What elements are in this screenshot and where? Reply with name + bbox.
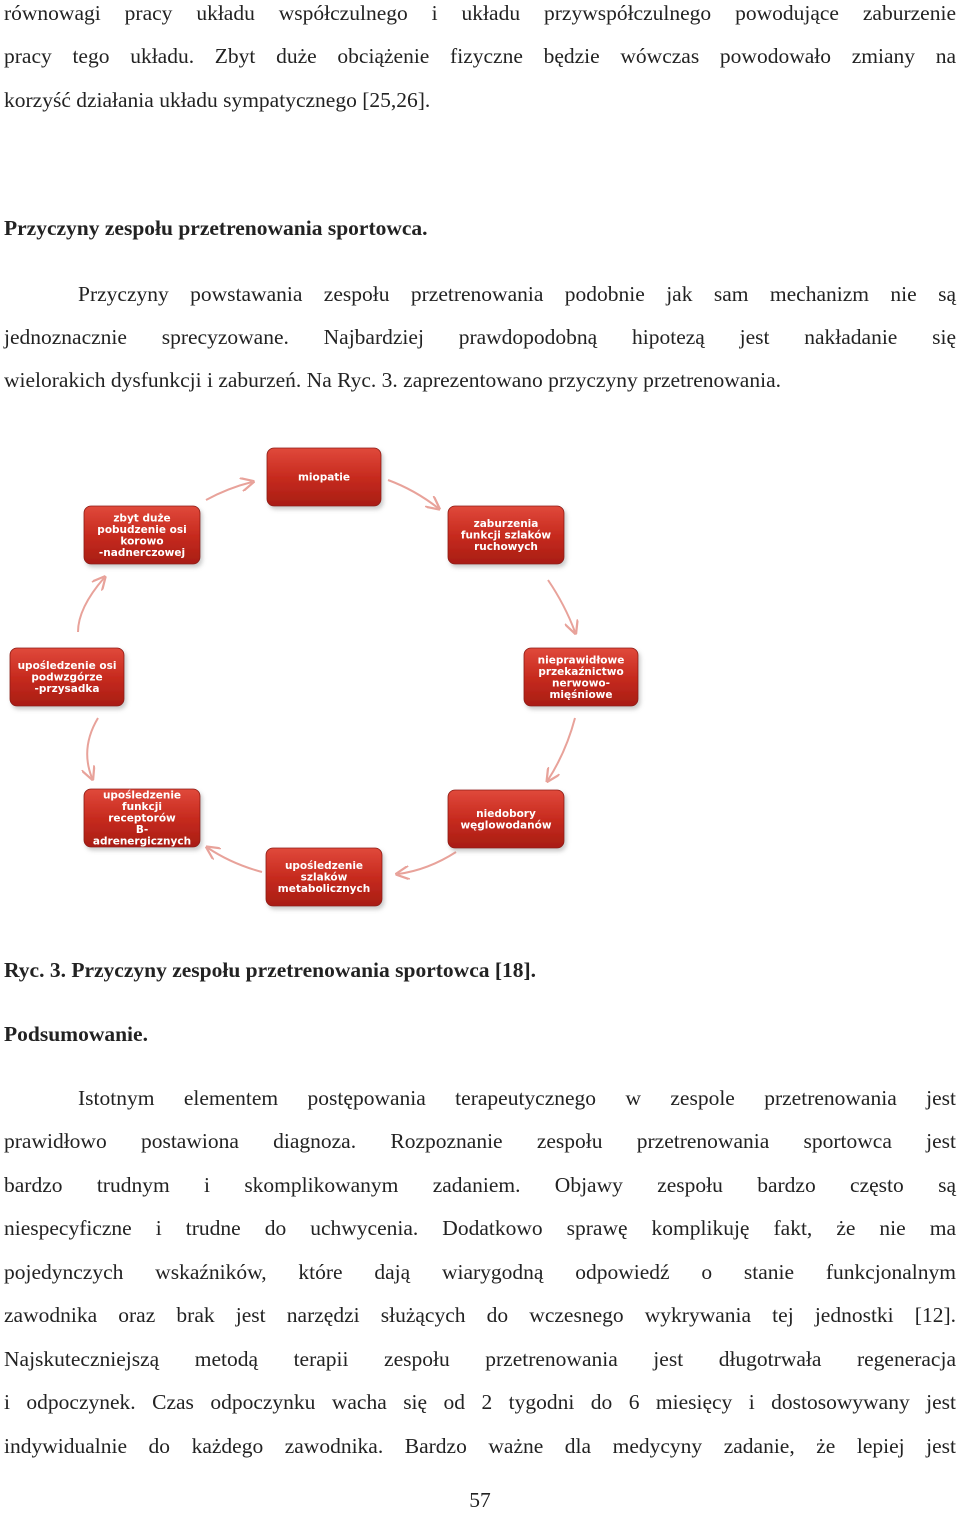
cycle-node-label: zaburzenia bbox=[473, 518, 539, 530]
cycle-node-label: miopatie bbox=[297, 471, 351, 484]
cycle-node bbox=[84, 506, 200, 564]
causes-cycle-diagram bbox=[0, 440, 960, 920]
paragraph-line: jednoznacznie sprecyzowane. Najbardziej prawdopodobną hipotezą jest nakładanie się bbox=[4, 325, 956, 349]
paragraph-line: bardzo trudnym i skomplikowanym zadaniem. Objawy zespołu bardzo często są bbox=[4, 1173, 956, 1197]
cycle-node-label: -przysadka bbox=[34, 683, 100, 695]
cycle-node-label: upośledzenie bbox=[284, 860, 364, 872]
cycle-node-label: mięśniowe bbox=[549, 688, 613, 701]
cycle-node-label: nerwowo- bbox=[552, 677, 610, 690]
cycle-node-label: funkcji bbox=[122, 801, 162, 813]
cycle-node-label: upośledzenie bbox=[102, 789, 182, 802]
cycle-node-label: adrenergicznych bbox=[92, 835, 192, 848]
cycle-arrow bbox=[548, 580, 575, 632]
paragraph-line: pracy tego układu. Zbyt duże obciążenie fizyczne będzie wówczas powodowało zmiany na bbox=[4, 44, 956, 68]
cycle-node bbox=[448, 506, 564, 564]
paragraph-line: prawidłowo postawiona diagnoza. Rozpoznanie zespołu przetrenowania sportowca jest bbox=[4, 1129, 956, 1153]
cycle-node bbox=[524, 648, 638, 706]
cycle-arrow bbox=[87, 718, 98, 778]
paragraph-line: Przyczyny powstawania zespołu przetrenowania podobnie jak sam mechanizm nie są bbox=[78, 282, 956, 306]
paragraph-line: niespecyficzne i trudne do uchwycenia. Dodatkowo sprawę komplikuję fakt, że nie ma bbox=[4, 1216, 956, 1240]
page-number: 57 bbox=[469, 1488, 491, 1512]
cycle-arrow bbox=[208, 848, 262, 872]
cycle-node-label: korowo bbox=[120, 535, 164, 548]
paragraph-line: i odpoczynek. Czas odpoczynku wacha się od 2 tygodni do 6 miesięcy i dostosowywany jest bbox=[4, 1390, 956, 1414]
cycle-node-label: metabolicznych bbox=[277, 883, 371, 895]
cycle-node bbox=[267, 448, 381, 506]
cycle-node-label: pobudzenie osi bbox=[97, 523, 187, 536]
cycle-arrow bbox=[548, 718, 575, 780]
cycle-arrow bbox=[78, 578, 104, 632]
paragraph-line: korzyść działania układu sympatycznego [25,26]. bbox=[4, 88, 431, 112]
paragraph-line: pojedynczych wskaźników, które dają wiarygodną odpowiedź o stanie funkcjonalnym bbox=[4, 1260, 956, 1284]
paragraph-line: zawodnika oraz brak jest narzędzi służących do wczesnego wykrywania tej jednostki [12]. bbox=[4, 1303, 956, 1327]
paragraph-line: Najskuteczniejszą metodą terapii zespołu przetrenowania jest długotrwała regeneracja bbox=[4, 1347, 956, 1371]
cycle-arrow bbox=[206, 482, 252, 500]
paragraph-line: Istotnym elementem postępowania terapeutycznego w zespole przetrenowania jest bbox=[78, 1086, 956, 1110]
cycle-node-label: funkcji szlaków bbox=[460, 529, 552, 542]
cycle-nodes bbox=[10, 448, 638, 906]
cycle-node-label: -nadnerczowej bbox=[98, 546, 186, 559]
section-heading-causes: Przyczyny zespołu przetrenowania sportowca. bbox=[4, 216, 428, 240]
cycle-node-label: szlaków bbox=[300, 871, 348, 884]
cycle-node bbox=[266, 848, 382, 906]
cycle-node-label: zbyt duże bbox=[113, 512, 171, 525]
paragraph-line: indywidualnie do każdego zawodnika. Bardzo ważne dla medycyny zadanie, że lepiej jest bbox=[4, 1434, 956, 1458]
paragraph-line: równowagi pracy układu współczulnego i układu przywspółczulnego powodujące zaburzenie bbox=[4, 1, 956, 25]
cycle-node-label: niedobory bbox=[476, 807, 536, 820]
cycle-node-label: węglowodanów bbox=[460, 819, 552, 832]
cycle-node-label: Β- bbox=[135, 824, 149, 836]
paragraph-line: wielorakich dysfunkcji i zaburzeń. Na Ryc. 3. zaprezentowano przyczyny przetrenowania. bbox=[4, 368, 781, 392]
cycle-node-label: podwzgórze bbox=[31, 671, 103, 684]
figure-caption: Ryc. 3. Przyczyny zespołu przetrenowania sportowca [18]. bbox=[4, 958, 537, 982]
cycle-node-label: przekaźnictwo bbox=[538, 665, 624, 678]
cycle-node-label: nieprawidłowe bbox=[537, 654, 625, 667]
cycle-node-label: receptorów bbox=[108, 812, 176, 825]
cycle-node bbox=[84, 789, 200, 848]
section-heading-summary: Podsumowanie. bbox=[4, 1022, 148, 1046]
cycle-node-label: ruchowych bbox=[474, 541, 538, 553]
cycle-arrow bbox=[388, 480, 438, 508]
cycle-node-label: upośledzenie osi bbox=[17, 660, 117, 672]
cycle-arrow bbox=[398, 852, 456, 874]
cycle-node bbox=[448, 790, 564, 848]
cycle-node bbox=[10, 648, 124, 706]
